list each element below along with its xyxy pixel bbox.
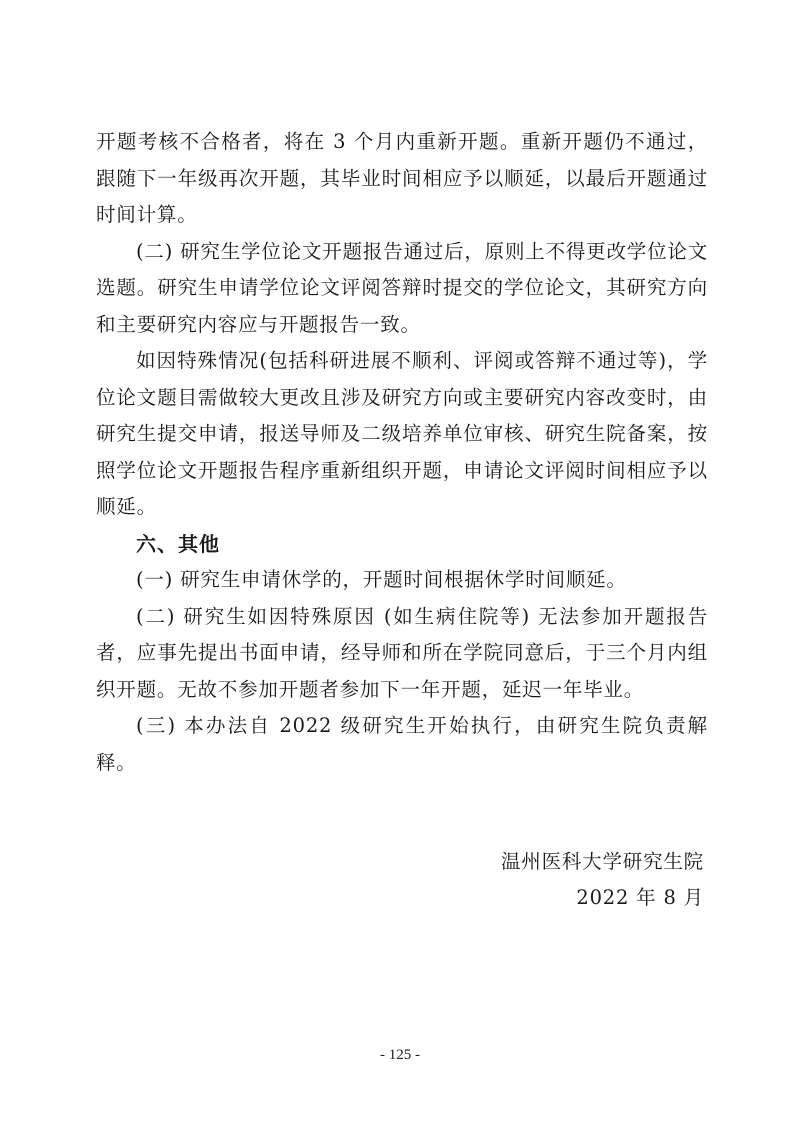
signature-organization: 温州医科大学研究生院 bbox=[500, 850, 704, 873]
paragraph-absence: (二) 研究生如因特殊原因 (如生病住院等) 无法参加开题报告者，应事先提出书面申请，经导师和所在学院同意后，于三个月内组织开题。无故不参加开题者参加下一年开题，延迟一年毕业。 bbox=[96, 604, 708, 701]
section-heading-other: 六、其他 bbox=[136, 531, 220, 556]
signature-date: 2022 年 8 月 bbox=[576, 886, 704, 909]
paragraph-proposal-change: (二) 研究生学位论文开题报告通过后，原则上不得更改学位论文选题。研究生申请学位论文评阅答辩时提交的学位论文，其研究方向和主要研究内容应与开题报告一致。 bbox=[96, 239, 708, 336]
document-body bbox=[96, 124, 708, 781]
paragraph-special-circumstances: 如因特殊情况(包括科研进展不顺利、评阅或答辩不通过等)，学位论文题目需做较大更改且涉及研究方向或主要研究内容改变时，由研究生提交申请，报送导师及二级培养单位审核、研究生院备案，按照学位论文开题报告程序重新组织开题，申请论文评阅时间相应予以顺延。 bbox=[96, 349, 708, 518]
paragraph-suspension: (一) 研究生申请休学的，开题时间根据休学时间顺延。 bbox=[136, 568, 627, 591]
signature-block bbox=[501, 844, 704, 916]
paragraph-continuation: 开题考核不合格者，将在 3 个月内重新开题。重新开题仍不通过，跟随下一年级再次开题，其毕业时间相应予以顺延，以最后开题通过时间计算。 bbox=[96, 130, 708, 226]
page-number: - 125 - bbox=[380, 1047, 420, 1063]
paragraph-effective-date: (三) 本办法自 2022 级研究生开始执行，由研究生院负责解释。 bbox=[96, 714, 708, 774]
